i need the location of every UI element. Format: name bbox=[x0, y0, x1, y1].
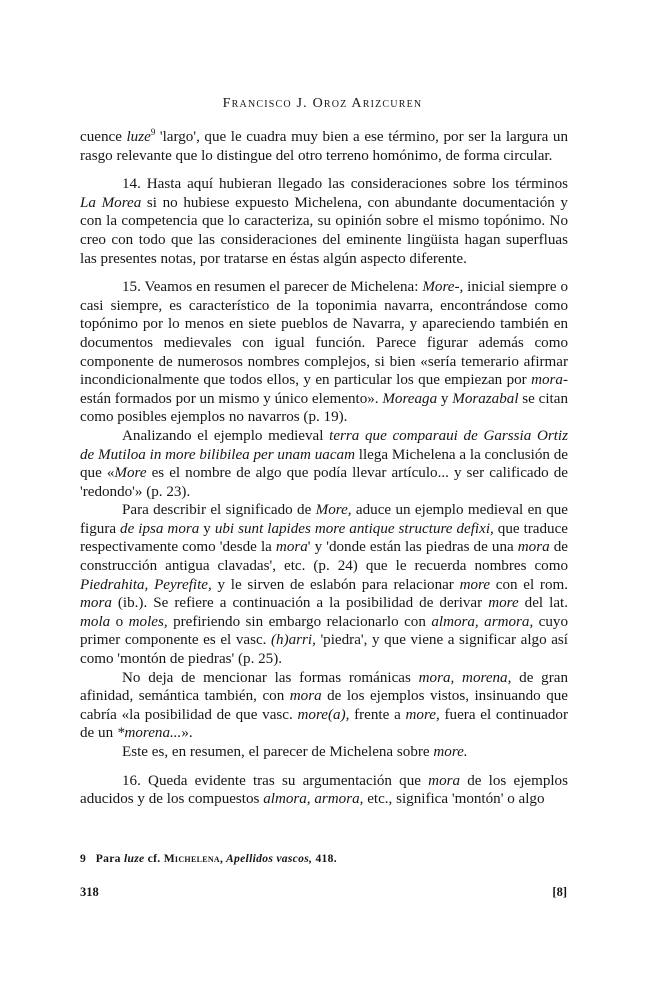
footnote-number: 9 bbox=[80, 852, 87, 865]
italic-run: mora- bbox=[531, 372, 568, 389]
italic-run: mora bbox=[289, 688, 322, 705]
text-run: ' y 'donde están las piedras de una bbox=[307, 539, 518, 556]
text-run: 14. Hasta aquí hubieran llegado las consideraciones sobre los términos bbox=[122, 176, 568, 193]
italic-run: Apellidos vascos, bbox=[223, 852, 313, 865]
footnote-ref: 9 bbox=[150, 126, 156, 137]
text-run: Para describir el significado de bbox=[122, 502, 316, 519]
italic-run: luze bbox=[126, 129, 151, 145]
italic-run: de ipsa mora bbox=[120, 520, 200, 537]
italic-run: more, bbox=[405, 706, 440, 723]
italic-run: La Morea bbox=[80, 194, 142, 211]
italic-run: ubi sunt lapides more antique structure defixi, bbox=[214, 520, 494, 537]
italic-run: mora bbox=[275, 539, 308, 556]
paragraph-16 bbox=[80, 772, 568, 809]
running-header: Francisco J. Oroz Arizcuren bbox=[222, 96, 423, 111]
paragraph-15 bbox=[80, 278, 568, 427]
text-run: (ib.). Se refiere a continuación a la posibilidad de derivar bbox=[111, 595, 489, 612]
text-run: cuyo primer componente es el vasc. bbox=[80, 613, 568, 649]
body-text bbox=[80, 128, 568, 809]
text-run: y le sirven de eslabón para relacionar bbox=[211, 576, 460, 593]
italic-run: Moreaga bbox=[382, 390, 438, 407]
text-run: están formados por un mismo y único elemento». bbox=[80, 390, 383, 407]
text-run: cuence bbox=[80, 129, 127, 145]
page-number: 318 bbox=[80, 885, 99, 899]
italic-run: more. bbox=[433, 744, 468, 760]
text-run: frente a bbox=[349, 706, 406, 723]
italic-run: Morazabal bbox=[452, 390, 519, 407]
text-run: aduce un ejemplo medieval en que figura bbox=[80, 502, 568, 537]
italic-run: More-, bbox=[422, 279, 464, 296]
italic-run: (h)arri, bbox=[271, 632, 316, 649]
text-run: prefiriendo sin embargo relacionarlo con bbox=[167, 613, 432, 630]
paragraph-no-deja bbox=[80, 669, 568, 743]
italic-run: mora, morena, bbox=[418, 669, 512, 686]
text-run: 418. bbox=[312, 852, 337, 865]
italic-run: moles, bbox=[128, 613, 168, 630]
italic-run: almora, armora, bbox=[431, 613, 534, 630]
italic-run: mola bbox=[80, 613, 111, 630]
text-run: que traduce respectivamente como 'desde la bbox=[80, 520, 568, 556]
text-run: de construcción antigua clavadas', etc. (p. 24) que le recuerda nombres como bbox=[80, 539, 568, 575]
paragraph-analizando bbox=[80, 427, 568, 501]
text-run: inicial siempre o casi siempre, es característico de la toponimia navarra, encontrándose como topónimo por lo menos en siete pueblos de Navarra, y apareciendo también en documentos medievales con igual función. Parece figurar además como componente de numerosos nombres complejos, si bien «sería temerario afirmar incondicionalmente que todos ellos, y en particular los que empiezan por bbox=[80, 279, 568, 389]
text-run: cf. bbox=[144, 852, 164, 865]
italic-run: more bbox=[488, 595, 519, 612]
footnote-author: Michelena, bbox=[163, 852, 224, 865]
text-run: de gran afinidad, semántica también, con bbox=[80, 669, 568, 705]
text-run: 'largo', que le cuadra muy bien a ese término, por ser la largura un rasgo relevante que lo distingue del otro terreno homónimo, de forma circular. bbox=[80, 129, 568, 164]
text-run: 'piedra', y que viene a significar algo así como 'montón de piedras' (p. 25). bbox=[80, 632, 568, 668]
text-run: Este es, en resumen, el parecer de Michelena sobre bbox=[122, 744, 434, 760]
italic-run: mora bbox=[428, 772, 461, 789]
italic-run: more(a), bbox=[297, 706, 350, 723]
text-run: se citan como posibles ejemplos no navarros (p. 19). bbox=[80, 390, 568, 426]
text-run: o bbox=[110, 613, 129, 630]
text-run: llega Michelena a la conclusión de que « bbox=[80, 446, 568, 482]
paragraph-para-describir bbox=[80, 501, 568, 668]
italic-run: terra que comparaui de Garssia Ortiz de Mutiloa in more bilibilea per unam uacam bbox=[80, 427, 568, 463]
text-run: de los ejemplos aducidos y de los compuestos bbox=[80, 772, 568, 808]
text-run: etc., significa 'montón' o algo bbox=[363, 791, 545, 808]
italic-run: luze bbox=[123, 852, 145, 865]
text-run: fuera el continuador de un bbox=[80, 706, 568, 742]
paragraph-14 bbox=[80, 175, 568, 268]
italic-run: More bbox=[114, 465, 147, 482]
text-run: Para bbox=[95, 852, 124, 865]
text-run: con el rom. bbox=[490, 576, 569, 593]
text-run: 15. Veamos en resumen el parecer de Michelena: bbox=[122, 279, 423, 296]
text-run: y bbox=[199, 520, 215, 537]
italic-run: More, bbox=[315, 502, 352, 519]
text-run: Analizando el ejemplo medieval bbox=[122, 427, 330, 444]
paragraph-1 bbox=[80, 128, 568, 165]
italic-run: mora bbox=[80, 595, 112, 612]
text-run: del lat. bbox=[518, 595, 568, 612]
italic-run: almora, armora, bbox=[263, 791, 364, 808]
text-run: 16. Queda evidente tras su argumentación que bbox=[122, 772, 429, 789]
italic-run: more bbox=[459, 576, 491, 593]
text-run: es el nombre de algo que podía llevar artículo... y ser calificado de 'redondo'» (p. 23). bbox=[80, 465, 568, 500]
text-run: y bbox=[437, 390, 453, 407]
italic-run: Piedrahita, Peyrefite, bbox=[80, 576, 212, 593]
text-run: si no hubiese expuesto Michelena, con abundante documentación y con la competencia que lo caracteriza, su opinión sobre el mismo topónimo. No creo con todo que las consideraciones del eminente lingüista hagan superfluas las presentes notas, por tratarse en éstas algún aspecto diferente. bbox=[80, 194, 568, 267]
footnote bbox=[80, 852, 568, 865]
text-run: ». bbox=[181, 725, 193, 742]
italic-run: *morena... bbox=[116, 725, 182, 742]
paragraph-este-es bbox=[80, 743, 568, 762]
italic-run: mora bbox=[517, 539, 550, 556]
text-run: de los ejemplos vistos, insinuando que cabría «la posibilidad de que vasc. bbox=[80, 688, 568, 723]
text-run: No deja de mencionar las formas románicas bbox=[122, 669, 419, 686]
page-bracket-number: [8] bbox=[552, 885, 567, 899]
